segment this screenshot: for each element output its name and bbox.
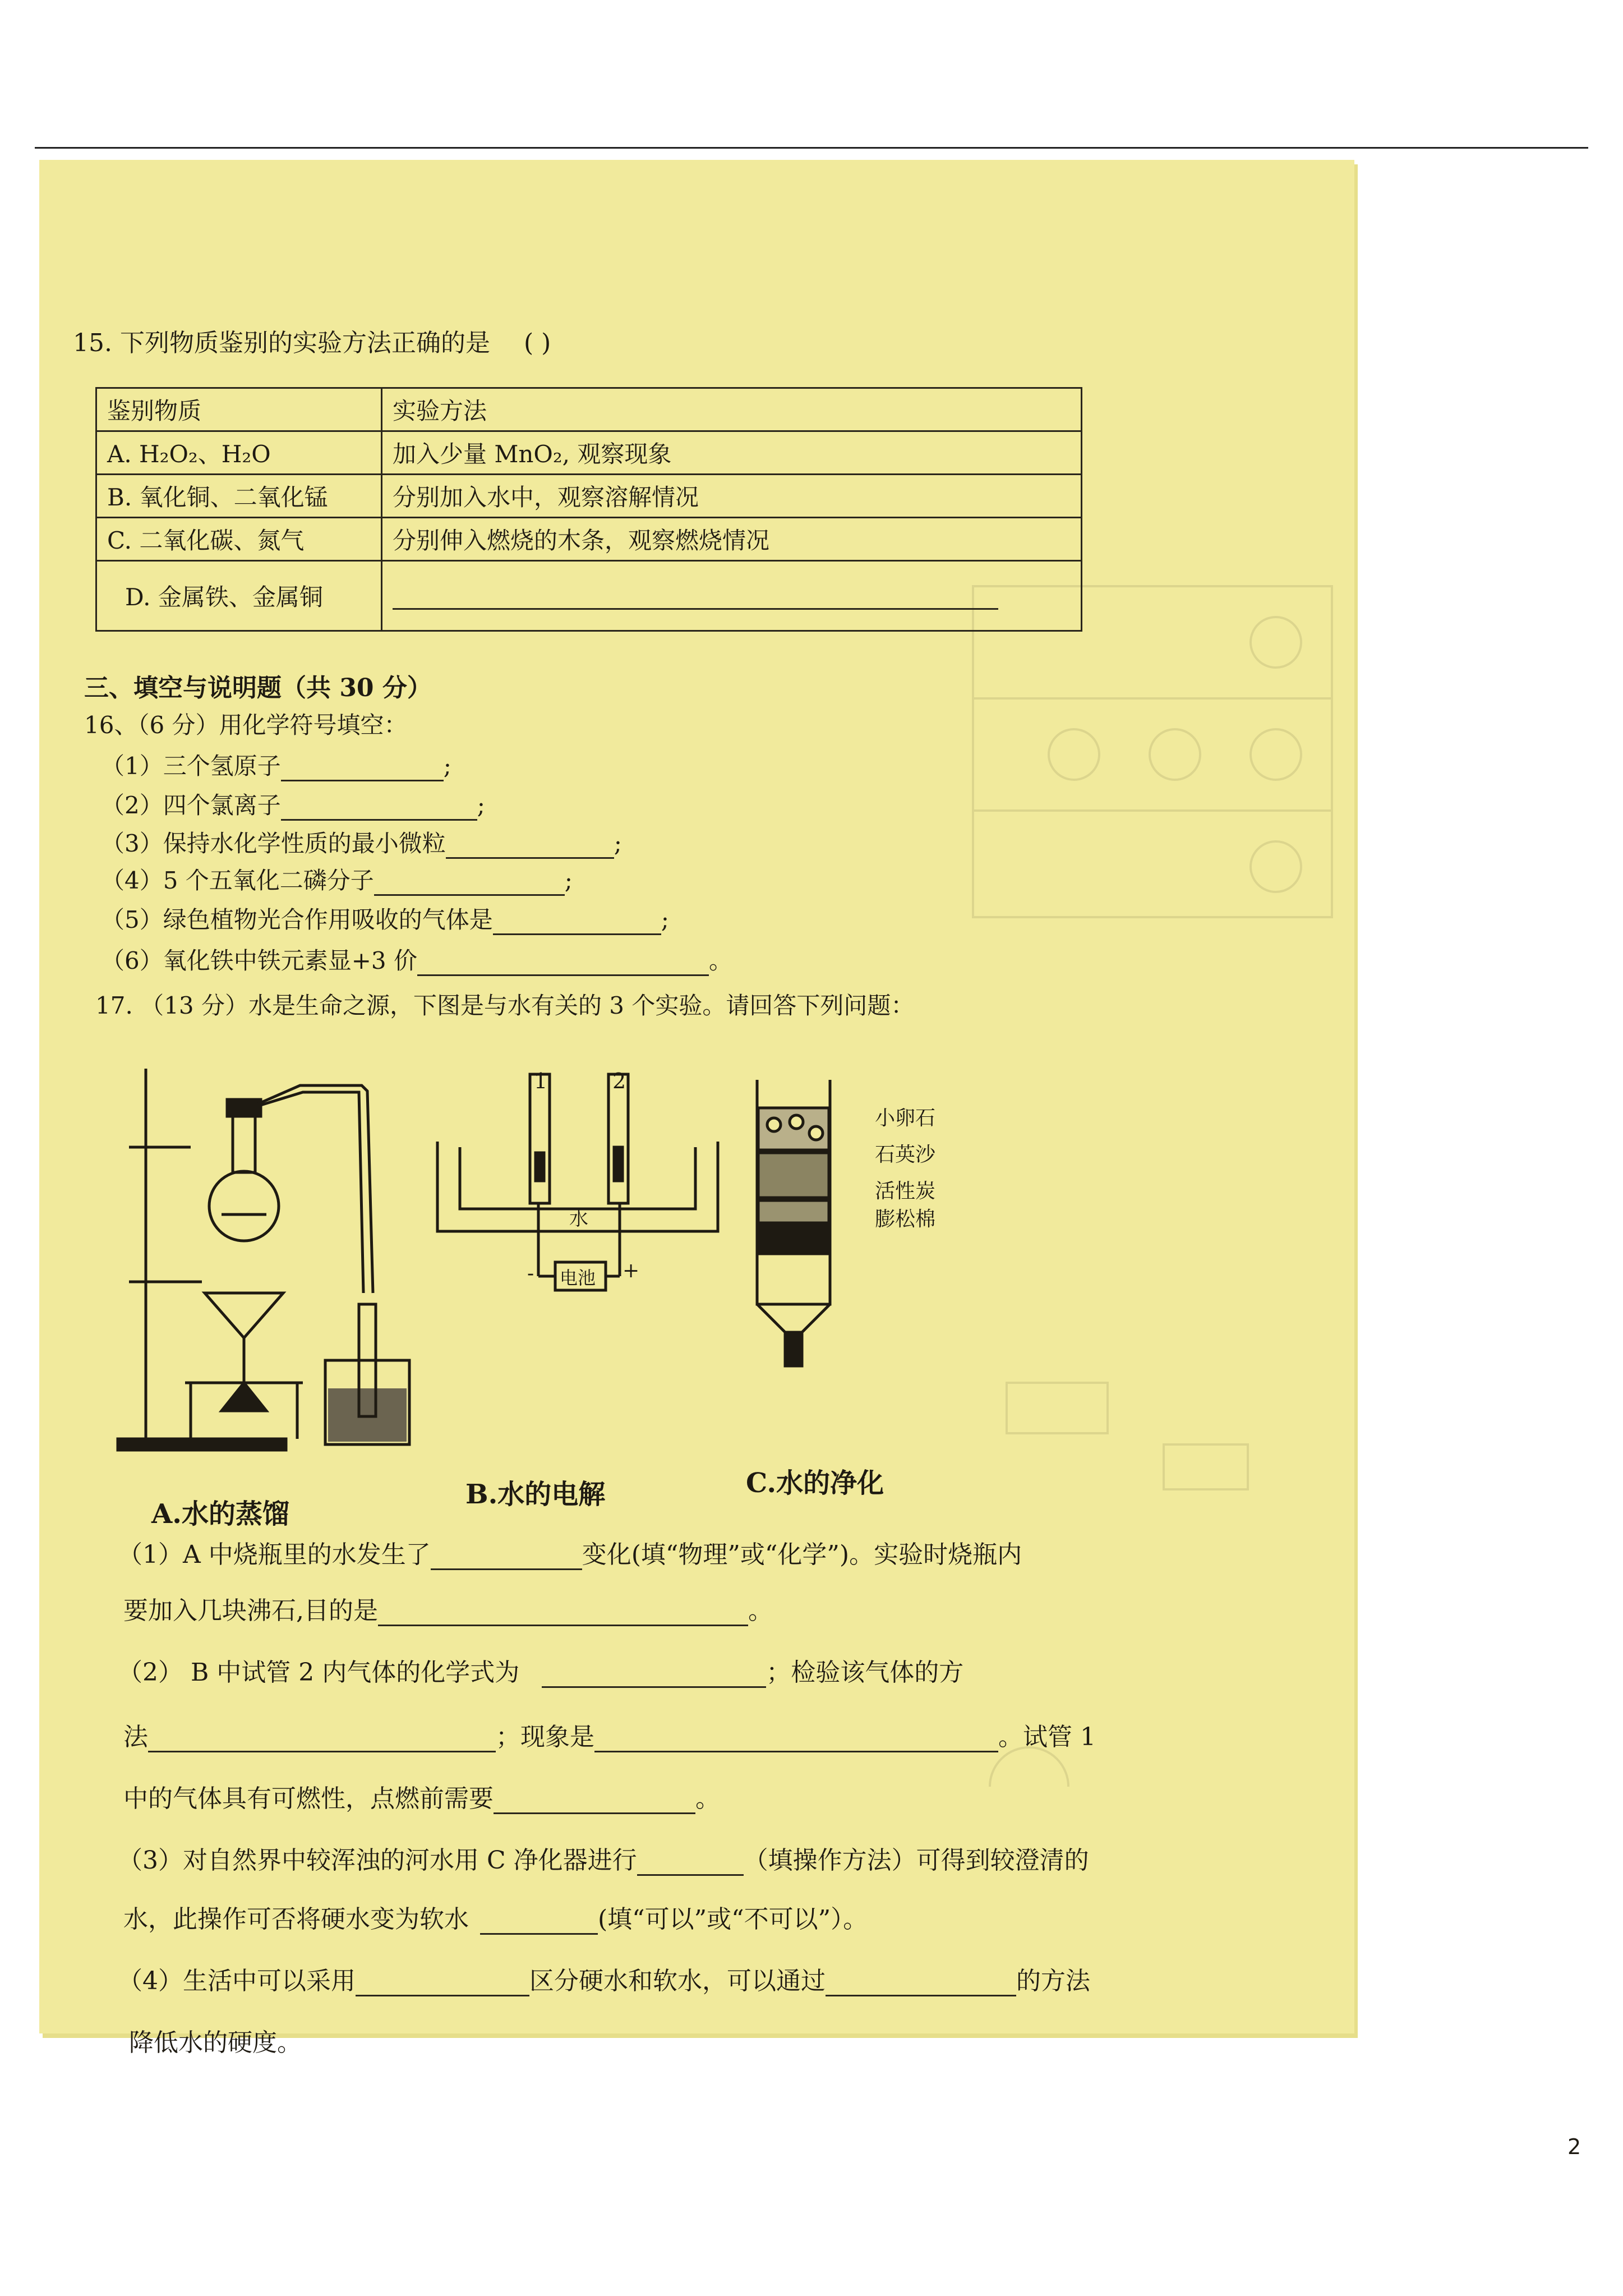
q17-part-2-blank-4[interactable] <box>494 1792 695 1814</box>
option-b-method: 分别加入水中，观察溶解情况 <box>382 475 1082 518</box>
text: 变化(填“物理”或“化学”)。实验时烧瓶内 <box>582 1540 1022 1569</box>
page-number: 2 <box>1567 2134 1581 2159</box>
tube-1-label: 1 <box>534 1069 548 1093</box>
distillation-apparatus-figure <box>107 1046 443 1456</box>
text: （填操作方法）可得到较澄清的 <box>743 1846 1089 1875</box>
q17-part-3-blank-1[interactable] <box>637 1854 744 1876</box>
q16-item-3-blank[interactable] <box>446 837 614 859</box>
q17-part-2-line-3 <box>123 1778 720 1814</box>
q17-part-4-blank-1[interactable] <box>356 1975 529 1996</box>
punct: ; <box>661 906 669 933</box>
text: 法 <box>123 1723 148 1751</box>
table-row <box>96 561 1082 631</box>
filter-layer-2: 石英沙 <box>875 1143 936 1166</box>
q16-item-1-text: （1）三个氢原子 <box>101 752 281 780</box>
q17-part-4-line-1 <box>118 1961 1090 1996</box>
q17-part-1-line-2 <box>123 1590 773 1626</box>
q17-part-2-blank-1[interactable] <box>542 1666 766 1688</box>
text: （4）生活中可以采用 <box>118 1967 356 1995</box>
figure-b-caption: B.水的电解 <box>465 1479 606 1510</box>
option-a-method: 加入少量 MnO₂, 观察现象 <box>382 431 1082 475</box>
q17-part-3-blank-2[interactable] <box>480 1913 598 1935</box>
q16-item-5-blank[interactable] <box>493 913 661 935</box>
q16-item-4-blank[interactable] <box>374 874 565 896</box>
q16-item-2-text: （2）四个氯离子 <box>101 792 281 819</box>
table-row <box>96 475 1082 518</box>
option-c-substance: C. 二氧化碳、氮气 <box>96 518 382 561</box>
text: 要加入几块沸石,目的是 <box>123 1596 378 1625</box>
option-c-method: 分别伸入燃烧的木条，观察燃烧情况 <box>382 518 1082 561</box>
battery-plus-sign: + <box>623 1259 640 1282</box>
q17-part-2-line-1 <box>118 1652 963 1688</box>
text: ；检验该气体的方 <box>766 1658 964 1687</box>
text: 区分硬水和软水，可以通过 <box>529 1967 826 1995</box>
battery-minus-sign: - <box>527 1262 534 1285</box>
text: 。 <box>748 1596 773 1625</box>
q16-item-1 <box>101 748 451 781</box>
question-15-stem: 15. 下列物质鉴别的实验方法正确的是 <box>73 329 490 357</box>
q17-part-1-blank-2[interactable] <box>378 1604 748 1626</box>
filter-layer-4: 膨松棉 <box>875 1208 936 1231</box>
q16-item-2 <box>101 787 485 821</box>
filter-layer-1: 小卵石 <box>875 1107 936 1130</box>
text: （2） B 中试管 2 内气体的化学式为 <box>118 1658 520 1687</box>
q17-part-1-line-1 <box>118 1534 1022 1570</box>
q16-item-6-text: （6）氧化铁中铁元素显+3 价 <box>101 947 417 974</box>
q16-item-5 <box>101 901 669 935</box>
option-d-answer-blank[interactable] <box>393 587 998 610</box>
q17-part-3-line-1 <box>118 1840 1089 1876</box>
question-16-stem: 16、（6 分）用化学符号填空： <box>84 711 408 739</box>
option-d-substance: D. 金属铁、金属铜 <box>96 561 382 631</box>
figure-a-caption: A.水的蒸馏 <box>151 1498 289 1530</box>
q16-item-6 <box>101 942 732 976</box>
answer-paren[interactable]: ( ) <box>523 329 551 357</box>
figure-c-caption: C.水的净化 <box>746 1467 884 1499</box>
q17-part-4-blank-2[interactable] <box>826 1975 1016 1996</box>
table-header-row <box>96 388 1082 431</box>
q17-part-2-blank-3[interactable] <box>594 1731 998 1752</box>
q16-item-5-text: （5）绿色植物光合作用吸收的气体是 <box>101 906 493 933</box>
option-b-substance: B. 氧化铜、二氧化锰 <box>96 475 382 518</box>
q17-part-1-blank-1[interactable] <box>431 1548 582 1570</box>
punct: ; <box>477 792 485 819</box>
punct: ; <box>614 830 622 857</box>
text: 中的气体具有可燃性，点燃前需要 <box>123 1784 494 1813</box>
question-15 <box>73 323 551 358</box>
water-purifier-figure <box>740 1069 852 1383</box>
header-method: 实验方法 <box>382 388 1082 431</box>
q17-part-2-line-2 <box>123 1717 1096 1752</box>
text: 的方法 <box>1016 1967 1090 1995</box>
header-rule <box>35 147 1588 149</box>
identification-table <box>95 387 1082 632</box>
q16-item-2-blank[interactable] <box>281 799 477 821</box>
tube-2-label: 2 <box>612 1069 626 1093</box>
text: （1）A 中烧瓶里的水发生了 <box>118 1540 431 1569</box>
section-3-heading: 三、填空与说明题（共 30 分） <box>84 674 432 702</box>
punct: 。 <box>709 947 733 974</box>
question-17-stem: 17. （13 分）水是生命之源，下图是与水有关的 3 个实验。请回答下列问题： <box>95 992 915 1019</box>
text: (填“可以”或“不可以”）。 <box>598 1905 868 1934</box>
q16-item-3 <box>101 825 622 859</box>
header-substance: 鉴别物质 <box>96 388 382 431</box>
q17-part-2-blank-2[interactable] <box>148 1731 496 1752</box>
text: 水，此操作可否将硬水变为软水 <box>123 1905 469 1934</box>
text: 。 <box>695 1784 720 1813</box>
q16-item-6-blank[interactable] <box>417 954 709 976</box>
table-row <box>96 431 1082 475</box>
table-row <box>96 518 1082 561</box>
punct: ; <box>564 867 573 894</box>
option-d-method[interactable] <box>382 561 1082 631</box>
punct: ; <box>443 752 451 780</box>
q16-item-3-text: （3）保持水化学性质的最小微粒 <box>101 830 446 857</box>
text: 。试管 1 <box>998 1723 1096 1751</box>
filter-layer-3: 活性炭 <box>875 1180 936 1203</box>
exam-paper <box>39 160 1354 2057</box>
text: （3）对自然界中较浑浊的河水用 C 净化器进行 <box>118 1846 637 1875</box>
option-a-substance: A. H₂O₂、H₂O <box>96 431 382 475</box>
battery-label: 电池 <box>560 1267 596 1289</box>
q17-part-4-line-2: 降低水的硬度。 <box>129 2028 302 2057</box>
q17-part-3-line-2 <box>123 1899 868 1935</box>
q16-item-4-text: （4）5 个五氧化二磷分子 <box>101 867 374 894</box>
water-label: 水 <box>569 1208 588 1230</box>
q16-item-4 <box>101 862 573 896</box>
text: ；现象是 <box>496 1723 594 1751</box>
q16-item-1-blank[interactable] <box>281 760 444 781</box>
